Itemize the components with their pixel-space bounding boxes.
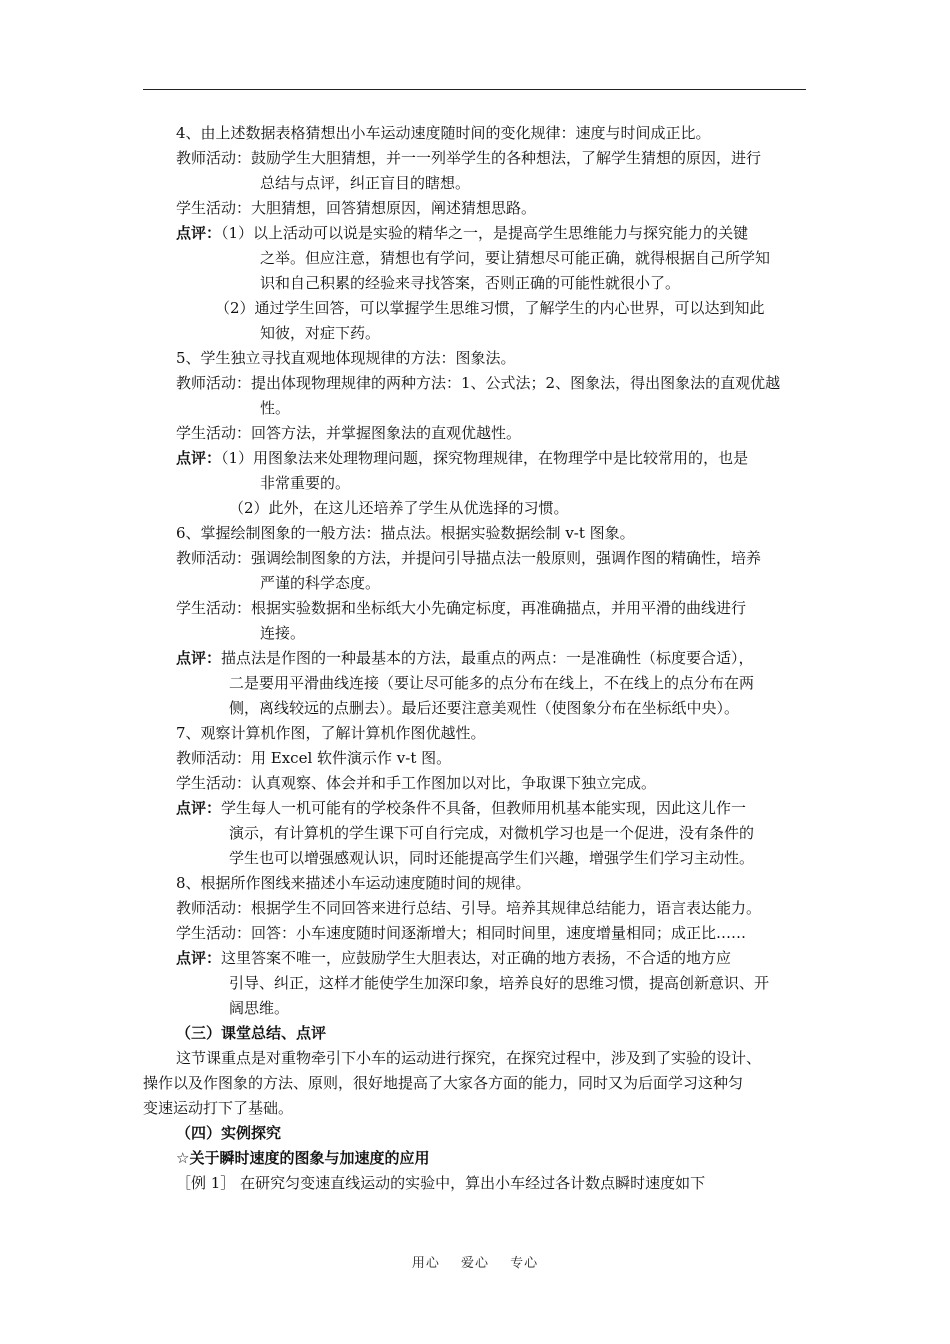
footer-word-1: 用心 — [411, 1256, 440, 1271]
text-line — [229, 821, 754, 846]
footer-word-2: 爱心 — [460, 1256, 489, 1271]
text-line — [176, 221, 748, 246]
line-text: 之举。但应注意，猜想也有学问，要让猜想尽可能正确，就得根据自己所学知 — [260, 249, 771, 267]
page-footer — [0, 1252, 950, 1271]
text-line — [176, 646, 754, 671]
bold-label: （四）实例探究 — [176, 1124, 282, 1142]
text-line — [260, 246, 770, 271]
text-line — [176, 521, 635, 546]
line-text: 教师活动：根据学生不同回答来进行总结、引导。培养其规律总结能力，语言表达能力。 — [176, 899, 762, 917]
line-text: 学生活动：回答：小车速度随时间逐渐增大；相同时间里，速度增量相同；成正比…… — [176, 924, 747, 942]
text-line — [229, 846, 754, 871]
line-text: 这节课重点是对重物牵引下小车的运动进行探究，在探究过程中，涉及到了实验的设计、 — [176, 1049, 762, 1067]
text-line — [176, 121, 711, 146]
text-line — [260, 171, 470, 196]
text-line — [176, 196, 536, 221]
line-text: 7、观察计算机作图，了解计算机作图优越性。 — [176, 724, 486, 742]
text-line — [176, 1121, 281, 1146]
bold-label: 点评： — [176, 449, 222, 467]
line-text: 5、学生独立寻找直观地体现规律的方法：图象法。 — [176, 349, 516, 367]
line-text: 教师活动：强调绘制图象的方法，并提问引导描点法一般原则，强调作图的精确性，培养 — [176, 549, 762, 567]
text-line — [260, 321, 380, 346]
text-line — [176, 896, 761, 921]
footer-word-3: 专心 — [510, 1256, 539, 1271]
line-text: 学生活动：回答方法，并掌握图象法的直观优越性。 — [176, 424, 522, 442]
bold-label: 点评： — [176, 224, 222, 242]
line-text: 学生也可以增强感观认识，同时还能提高学生们兴趣，增强学生们学习主动性。 — [229, 849, 755, 867]
line-text: 演示，有计算机的学生课下可自行完成，对微机学习也是一个促进，没有条件的 — [229, 824, 755, 842]
text-line — [176, 771, 656, 796]
text-line — [176, 1146, 429, 1171]
bold-label: （三）课堂总结、点评 — [176, 1024, 327, 1042]
text-line — [176, 1046, 761, 1071]
line-text: 学生活动：大胆猜想，回答猜想原因，阐述猜想思路。 — [176, 199, 537, 217]
text-line — [176, 421, 521, 446]
text-line — [176, 796, 746, 821]
line-text: （1）用图象法来处理物理问题，探究物理规律，在物理学中是比较常用的，也是 — [221, 449, 749, 467]
text-line — [176, 546, 761, 571]
line-text: 严谨的科学态度。 — [260, 574, 381, 592]
bold-label: 点评： — [176, 799, 222, 817]
line-text: 操作以及作图象的方法、原则，很好地提高了大家各方面的能力，同时又为后面学习这种匀 — [143, 1074, 744, 1092]
line-text: 识和自己积累的经验来寻找答案，否则正确的可能性就很小了。 — [260, 274, 681, 292]
line-text: 知彼，对症下药。 — [260, 324, 381, 342]
text-line — [176, 871, 531, 896]
text-line — [176, 721, 486, 746]
bold-label: ☆关于瞬时速度的图象与加速度的应用 — [176, 1149, 430, 1167]
text-line — [176, 596, 746, 621]
text-line — [176, 746, 451, 771]
text-line — [215, 296, 765, 321]
text-line — [229, 496, 569, 521]
line-text: 8、根据所作图线来描述小车运动速度随时间的规律。 — [176, 874, 531, 892]
line-text: 描点法是作图的一种最基本的方法，最重点的两点：一是准确性（标度要合适）， — [221, 649, 754, 667]
text-line — [143, 1096, 293, 1121]
line-text: （2）通过学生回答，可以掌握学生思维习惯，了解学生的内心世界，可以达到知此 — [215, 299, 765, 317]
text-line — [229, 971, 769, 996]
line-text: 总结与点评，纠正盲目的瞎想。 — [260, 174, 471, 192]
line-text: 非常重要的。 — [260, 474, 351, 492]
text-line — [176, 371, 780, 396]
text-line — [229, 696, 739, 721]
text-line — [176, 1171, 705, 1196]
line-text: 4、由上述数据表格猜想出小车运动速度随时间的变化规律：速度与时间成正比。 — [176, 124, 711, 142]
line-text: 引导、纠正，这样才能使学生加深印象，培养良好的思维习惯，提高创新意识、开 — [229, 974, 770, 992]
text-line — [260, 271, 680, 296]
text-line — [229, 671, 754, 696]
line-text: 连接。 — [260, 624, 306, 642]
line-text: 教师活动：提出体现物理规律的两种方法：1、公式法；2、图象法，得出图象法的直观优越 — [176, 374, 781, 392]
text-line — [176, 946, 731, 971]
text-line — [260, 621, 305, 646]
line-text: 侧，离线较远的点删去）。最后还要注意美观性（使图象分布在坐标纸中央）。 — [229, 699, 740, 717]
text-line — [176, 146, 761, 171]
line-text: 学生活动：认真观察、体会并和手工作图加以对比，争取课下独立完成。 — [176, 774, 657, 792]
line-text: 学生每人一机可能有的学校条件不具备，但教师用机基本能实现，因此这儿作一 — [221, 799, 747, 817]
text-line — [260, 471, 350, 496]
text-line — [176, 921, 746, 946]
line-text: 教师活动：用 Excel 软件演示作 v-t 图。 — [176, 749, 452, 767]
line-text: 教师活动：鼓励学生大胆猜想，并一一列举学生的各种想法，了解学生猜想的原因，进行 — [176, 149, 762, 167]
text-line — [229, 996, 289, 1021]
text-line — [260, 396, 290, 421]
line-text: 性。 — [260, 399, 291, 417]
text-line — [176, 346, 516, 371]
bold-label: 点评： — [176, 949, 222, 967]
line-text: ［例 1］ 在研究匀变速直线运动的实验中，算出小车经过各计数点瞬时速度如下 — [176, 1174, 706, 1192]
line-text: 阔思维。 — [229, 999, 290, 1017]
line-text: （1）以上活动可以说是实验的精华之一，是提高学生思维能力与探究能力的关键 — [221, 224, 749, 242]
text-line — [176, 446, 748, 471]
header-rule — [143, 89, 806, 90]
line-text: 变速运动打下了基础。 — [143, 1099, 294, 1117]
line-text: （2）此外，在这儿还培养了学生从优选择的习惯。 — [229, 499, 569, 517]
text-line — [260, 571, 380, 596]
line-text: 二是要用平滑曲线连接（要让尽可能多的点分布在线上，不在线上的点分布在两 — [229, 674, 755, 692]
line-text: 6、掌握绘制图象的一般方法：描点法。根据实验数据绘制 v-t 图象。 — [176, 524, 635, 542]
bold-label: 点评： — [176, 649, 222, 667]
text-line — [143, 1071, 743, 1096]
line-text: 这里答案不唯一，应鼓励学生大胆表达，对正确的地方表扬，不合适的地方应 — [221, 949, 732, 967]
line-text: 学生活动：根据实验数据和坐标纸大小先确定标度，再准确描点，并用平滑的曲线进行 — [176, 599, 747, 617]
text-line — [176, 1021, 326, 1046]
